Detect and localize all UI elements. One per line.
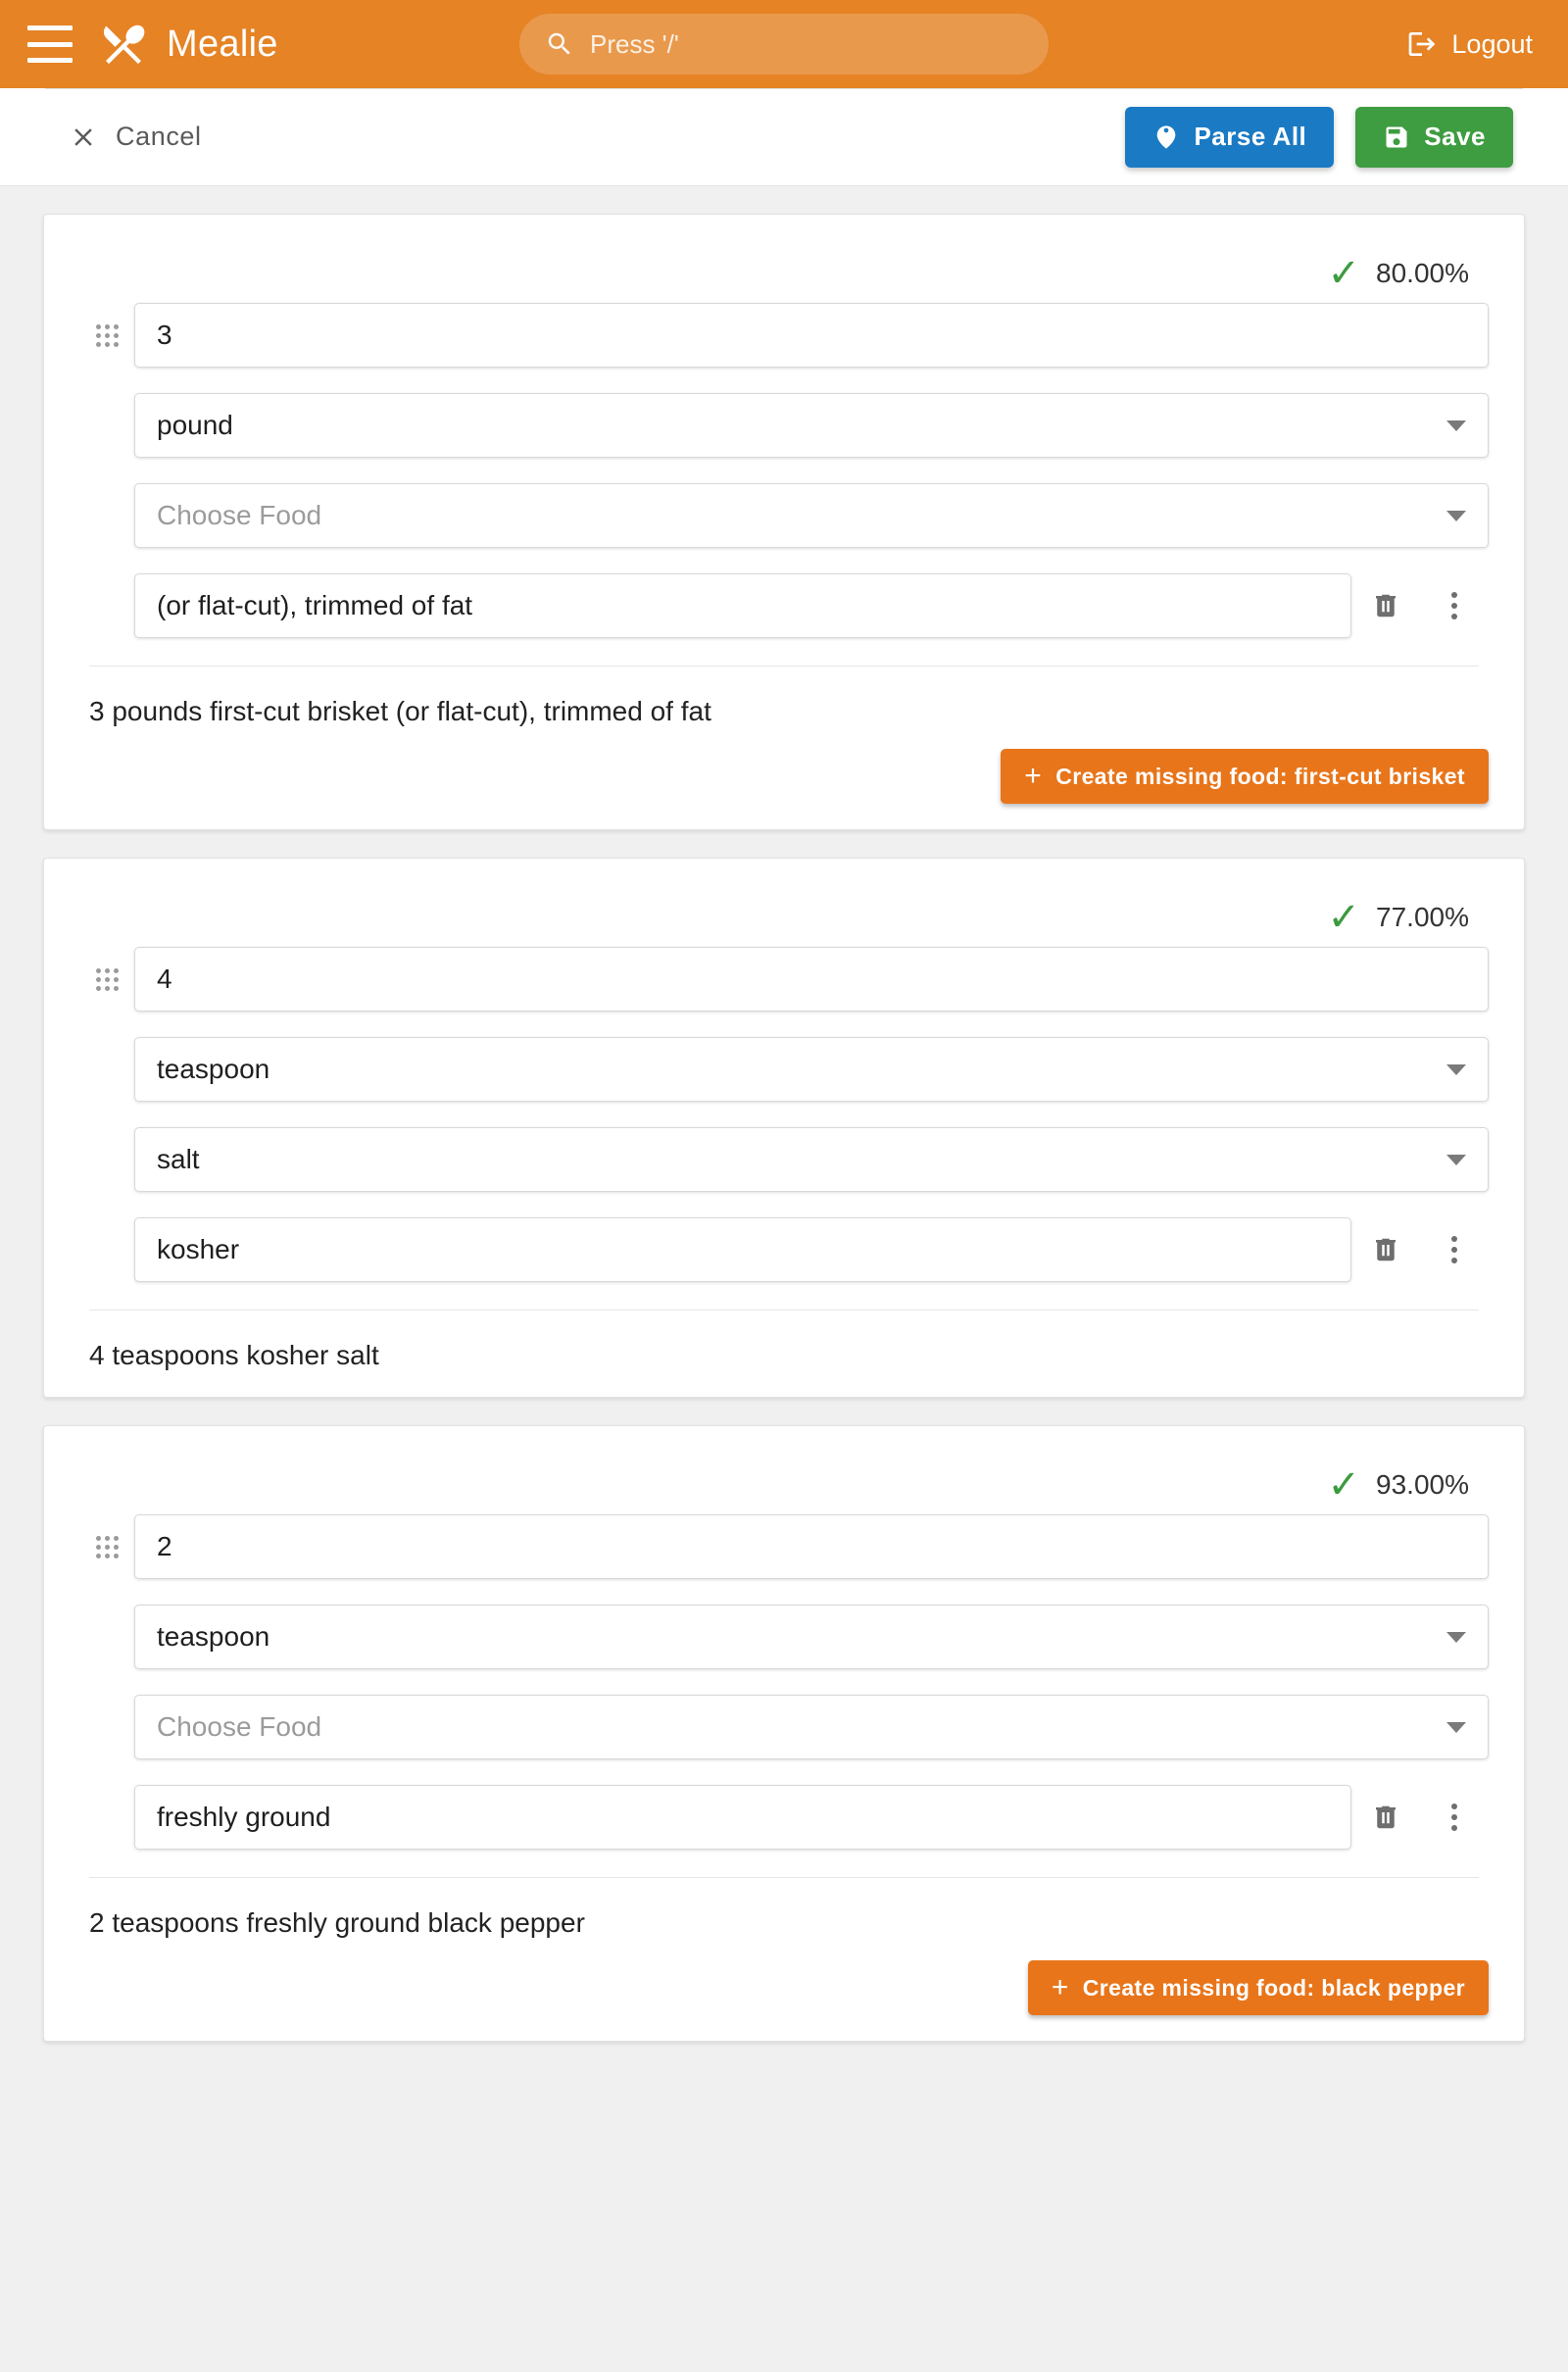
ingredient-card bbox=[43, 1425, 1525, 2042]
more-options-button[interactable] bbox=[1420, 1236, 1489, 1263]
food-row bbox=[134, 483, 1489, 548]
search-placeholder: Press '/' bbox=[590, 28, 679, 59]
delete-button[interactable] bbox=[1351, 1235, 1420, 1264]
kebab-menu-icon bbox=[1451, 592, 1457, 619]
unit-value: pound bbox=[157, 410, 233, 440]
save-label: Save bbox=[1424, 122, 1486, 151]
save-button[interactable] bbox=[1355, 107, 1513, 168]
trash-icon bbox=[1371, 1803, 1400, 1832]
editor-toolbar bbox=[0, 88, 1568, 186]
trash-icon bbox=[1371, 591, 1400, 620]
chevron-down-icon bbox=[1446, 420, 1466, 431]
note-value: freshly ground bbox=[157, 1802, 331, 1832]
unit-value: teaspoon bbox=[157, 1054, 270, 1084]
brand-name: Mealie bbox=[167, 23, 278, 65]
app-bar bbox=[0, 0, 1568, 88]
note-row bbox=[134, 1785, 1489, 1850]
cancel-button[interactable] bbox=[69, 122, 202, 152]
note-value: (or flat-cut), trimmed of fat bbox=[157, 590, 473, 620]
quantity-row bbox=[79, 1514, 1489, 1579]
trash-icon bbox=[1371, 1235, 1400, 1264]
food-select[interactable] bbox=[134, 1127, 1489, 1192]
drag-handle-icon[interactable] bbox=[79, 1536, 134, 1558]
food-value: salt bbox=[157, 1144, 200, 1174]
unit-select[interactable] bbox=[134, 1037, 1489, 1102]
confidence-row bbox=[79, 244, 1489, 303]
food-row bbox=[134, 1695, 1489, 1759]
note-input[interactable] bbox=[134, 573, 1351, 638]
save-icon bbox=[1383, 124, 1410, 151]
unit-row bbox=[134, 1037, 1489, 1102]
create-missing-food-label: Create missing food: first-cut brisket bbox=[1055, 763, 1465, 789]
check-icon: ✓ bbox=[1327, 252, 1361, 295]
food-select[interactable] bbox=[134, 483, 1489, 548]
food-row bbox=[134, 1127, 1489, 1192]
check-icon: ✓ bbox=[1327, 1463, 1361, 1507]
more-options-button[interactable] bbox=[1420, 592, 1489, 619]
note-input[interactable] bbox=[134, 1217, 1351, 1282]
confidence-value: 93.00% bbox=[1376, 1469, 1469, 1500]
confidence-value: 80.00% bbox=[1376, 258, 1469, 288]
drag-handle-icon[interactable] bbox=[79, 324, 134, 347]
note-value: kosher bbox=[157, 1234, 240, 1264]
quantity-row bbox=[79, 303, 1489, 368]
more-options-button[interactable] bbox=[1420, 1804, 1489, 1831]
create-missing-row bbox=[79, 727, 1489, 804]
unit-row bbox=[134, 393, 1489, 458]
ingredient-card bbox=[43, 858, 1525, 1398]
close-icon bbox=[69, 123, 98, 152]
create-missing-row bbox=[79, 1939, 1489, 2015]
food-placeholder: Choose Food bbox=[157, 500, 322, 530]
note-row bbox=[134, 573, 1489, 638]
chevron-down-icon bbox=[1446, 1155, 1466, 1165]
parse-all-label: Parse All bbox=[1194, 122, 1307, 151]
create-missing-food-button[interactable] bbox=[1028, 1960, 1489, 2015]
quantity-value: 4 bbox=[157, 964, 172, 994]
kebab-menu-icon bbox=[1451, 1236, 1457, 1263]
note-row bbox=[134, 1217, 1489, 1282]
confidence-row bbox=[79, 1456, 1489, 1514]
confidence-row bbox=[79, 888, 1489, 947]
unit-select[interactable] bbox=[134, 393, 1489, 458]
original-text: 2 teaspoons freshly ground black pepper bbox=[89, 1907, 585, 1938]
food-apple-icon bbox=[1152, 124, 1180, 151]
delete-button[interactable] bbox=[1351, 591, 1420, 620]
quantity-input[interactable] bbox=[134, 947, 1489, 1012]
unit-row bbox=[134, 1605, 1489, 1669]
quantity-value: 3 bbox=[157, 320, 172, 350]
original-text: 3 pounds first-cut brisket (or flat-cut), trimmed of fat bbox=[89, 696, 711, 726]
unit-value: teaspoon bbox=[157, 1621, 270, 1652]
menu-icon[interactable] bbox=[27, 25, 73, 63]
drag-handle-icon[interactable] bbox=[79, 968, 134, 991]
quantity-input[interactable] bbox=[134, 303, 1489, 368]
food-placeholder: Choose Food bbox=[157, 1711, 322, 1742]
confidence-value: 77.00% bbox=[1376, 902, 1469, 932]
plus-icon: + bbox=[1051, 1971, 1069, 2003]
original-text: 4 teaspoons kosher salt bbox=[89, 1340, 379, 1370]
chevron-down-icon bbox=[1446, 1064, 1466, 1075]
ingredient-card bbox=[43, 214, 1525, 830]
quantity-input[interactable] bbox=[134, 1514, 1489, 1579]
create-missing-food-label: Create missing food: black pepper bbox=[1082, 1974, 1465, 2001]
check-icon: ✓ bbox=[1327, 896, 1361, 939]
plus-icon: + bbox=[1024, 760, 1043, 792]
search-input[interactable] bbox=[519, 14, 1049, 74]
create-missing-food-button[interactable] bbox=[1001, 749, 1489, 804]
unit-select[interactable] bbox=[134, 1605, 1489, 1669]
chevron-down-icon bbox=[1446, 1632, 1466, 1643]
chevron-down-icon bbox=[1446, 511, 1466, 521]
mealie-logo-icon bbox=[98, 19, 149, 70]
note-input[interactable] bbox=[134, 1785, 1351, 1850]
food-select[interactable] bbox=[134, 1695, 1489, 1759]
logout-label: Logout bbox=[1451, 28, 1533, 59]
parse-all-button[interactable] bbox=[1125, 107, 1334, 168]
delete-button[interactable] bbox=[1351, 1803, 1420, 1832]
ingredient-list bbox=[0, 214, 1568, 2042]
search-icon bbox=[545, 29, 574, 59]
kebab-menu-icon bbox=[1451, 1804, 1457, 1831]
quantity-row bbox=[79, 947, 1489, 1012]
chevron-down-icon bbox=[1446, 1722, 1466, 1733]
logout-button[interactable] bbox=[1406, 28, 1533, 60]
quantity-value: 2 bbox=[157, 1531, 172, 1561]
logout-icon bbox=[1406, 28, 1438, 60]
cancel-label: Cancel bbox=[116, 122, 202, 151]
